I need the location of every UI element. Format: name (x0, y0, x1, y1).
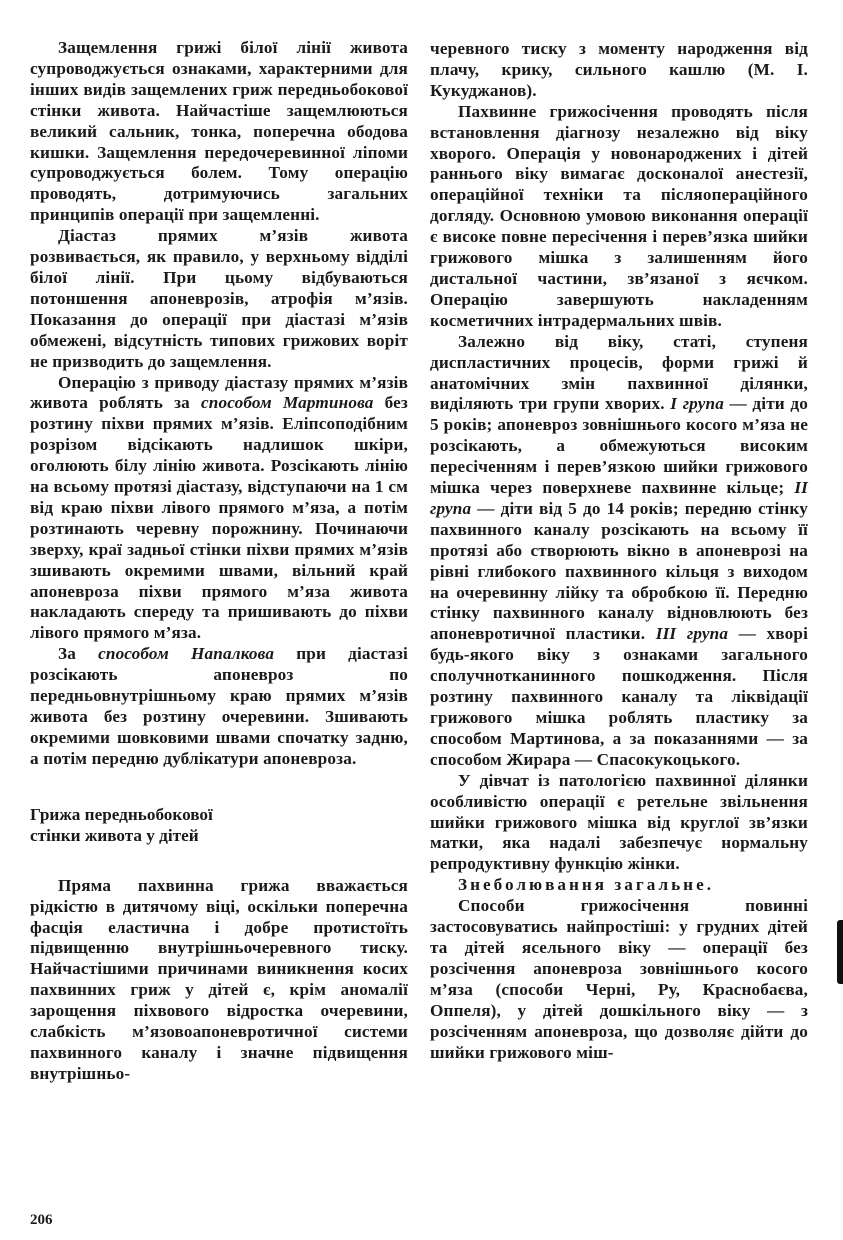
paragraph-anesthesia (430, 875, 808, 896)
text-run: при діастазі розсікають апоневроз по передньовнутрішньому краю прямих м’язів живота без розтину очеревини. Зшивають окремими шовковими швами спочатку задню, а потім передню дублікатури апоневроза. (30, 644, 408, 768)
method-name-martynov: способом Мартинова (201, 393, 374, 413)
paragraph-herniotomy-methods: Способи грижосічення повинні застосовуватись найпростіші: у грудних дітей та дітей ясельного віку — операції без розсічення апоневроза зовнішнього косого м’яза (способи Черні, Ру, Краснобаєва, Оппеля), у дітей дошкільного віку — з розсіченням апоневроза, що дозволяє дійти до шийки грижового міш- (430, 896, 808, 1062)
group-two-label: ІІ група (430, 478, 808, 518)
text-run: без розтину піхви прямих м’язів. Еліпсоподібним розрізом відсікають надлишок шкіри, оголюють білу лінію живота. Розсікають лінію на всьому протязі діастазу, відступаючи на 1 см від краю піхви лівого прямого м’яза, а потім розтинають черевну порожнину. Починаючи зверху, краї задньої стінки піхви прямих м’язів зшивають окремими швами, вільний край апоневроза піхви прямого м’яза живота накладають спереду та пришивають до піхви лівого прямого м’яза. (30, 393, 408, 643)
section-heading-line-1: Грижа передньобокової (30, 804, 213, 824)
method-name-napalkov: способом Напалкова (98, 644, 275, 664)
section-heading-line-2: стінки живота у дітей (30, 825, 199, 845)
paragraph-girls-pathology: У дівчат із патологією пахвинної ділянки особливістю операції є ретельне звільнення шийки грижового мішка від круглої зв’язки матки, яка надалі забезпечує нормальну репродуктивну функцію жінки. (430, 770, 808, 874)
text-run: Залежно від віку, статі, ступеня диспластичних процесів, форми грижі й анатомічних змін пахвинної ділянки, виділяють три групи хворих. (430, 331, 808, 414)
page-number: 206 (30, 1212, 53, 1228)
text-run: За (58, 644, 99, 664)
right-column (430, 39, 808, 1063)
paragraph-herniotomy: Пахвинне грижосічення проводять після встановлення діагнозу незалежно від віку хворого. Операція у новонароджених і дітей раннього віку вимагає досконалої анестезії, операційної техніки та післяопераційного догляду. Основною умовою виконання операції є високе повне пересічення і перев’язка шийки грижового мішка з залишенням його дистальної частини, зв’язаної з яєчком. Операцію завершують накладенням косметичних інтрадермальних швів. (430, 101, 808, 330)
paragraph-martynov-method (30, 373, 408, 645)
paragraph-strangulation-white-line: Защемлення грижі білої лінії живота супроводжується ознаками, характерними для інших видів защемлених гриж передньобокової стінки живота. Найчастіше защемлюються великий сальник, тонка, поперечна ободова кишки. Защемлення передочеревинної ліпоми супроводжується болем. Тому операцію проводять, дотримуючись загальних принципів операції при защемленні. (30, 38, 408, 225)
paragraph-patient-groups (430, 332, 808, 771)
paragraph-inguinal-hernia-children: Пряма пахвинна грижа вважається рідкістю в дитячому віці, оскільки поперечна фасція еластична і добре протистоїть підвищенню внутрішньочеревного тиску. Найчастішими причинами виникнення косих пахвинних гриж у дітей є, крім аномалії зарощення піхвового відростка очеревини, слабкість м’язовоапоневротичної системи пахвинного каналу і значне підвищення внутрішньо- (30, 875, 408, 1083)
left-column (30, 38, 408, 1085)
scan-edge-mark (837, 920, 843, 984)
anesthesia-text: Знеболювання загальне. (458, 875, 715, 895)
group-three-label: ІІІ група (655, 624, 729, 644)
text-run: — діти від 5 до 14 років; передню стінку пахвинного каналу розсікають на всьому її протязі або створюють вікно в апоневрозі на рівні глибокого пахвинного кільця з виходом на очеревинну лійку та обробкою її. Передню стінку пахвинного каналу відновлюють без апоневротичної пластики. (430, 498, 808, 644)
text-run: — хворі будь-якого віку з ознаками загального сполучнотканинного пошкодження. Після розтину пахвинного каналу та ліквідації грижового мішка роблять пластику за способом Мартинова, а за показаннями — за способом Жирара — Спасокукоцького. (430, 624, 808, 769)
paragraph-continued-pressure: черевного тиску з моменту народження від плачу, крику, сильного кашлю (М. І. Кукуджанов). (430, 39, 808, 100)
section-heading (30, 804, 408, 846)
text-run: — діти до 5 років; апоневроз зовнішнього косого м’яза не розсікають, а обмежуються високим пересіченням і перев’язкою шийки грижового мішка через поверхневе пахвинне кільце; (430, 394, 808, 498)
paragraph-napalkov-method (30, 644, 408, 769)
paragraph-diastasis: Діастаз прямих м’язів живота розвивається, як правило, у верхньому відділі білої лінії. При цьому відбуваються потоншення апоневрозів, атрофія м’язів. Показання до операції при діастазі м’язів обмежені, відсутність типових грижових воріт не призводить до защемлення. (30, 226, 408, 371)
text-run: Операцію з приводу діастазу прямих м’язів живота роблять за (30, 372, 408, 413)
group-one-label: І група (670, 394, 724, 414)
